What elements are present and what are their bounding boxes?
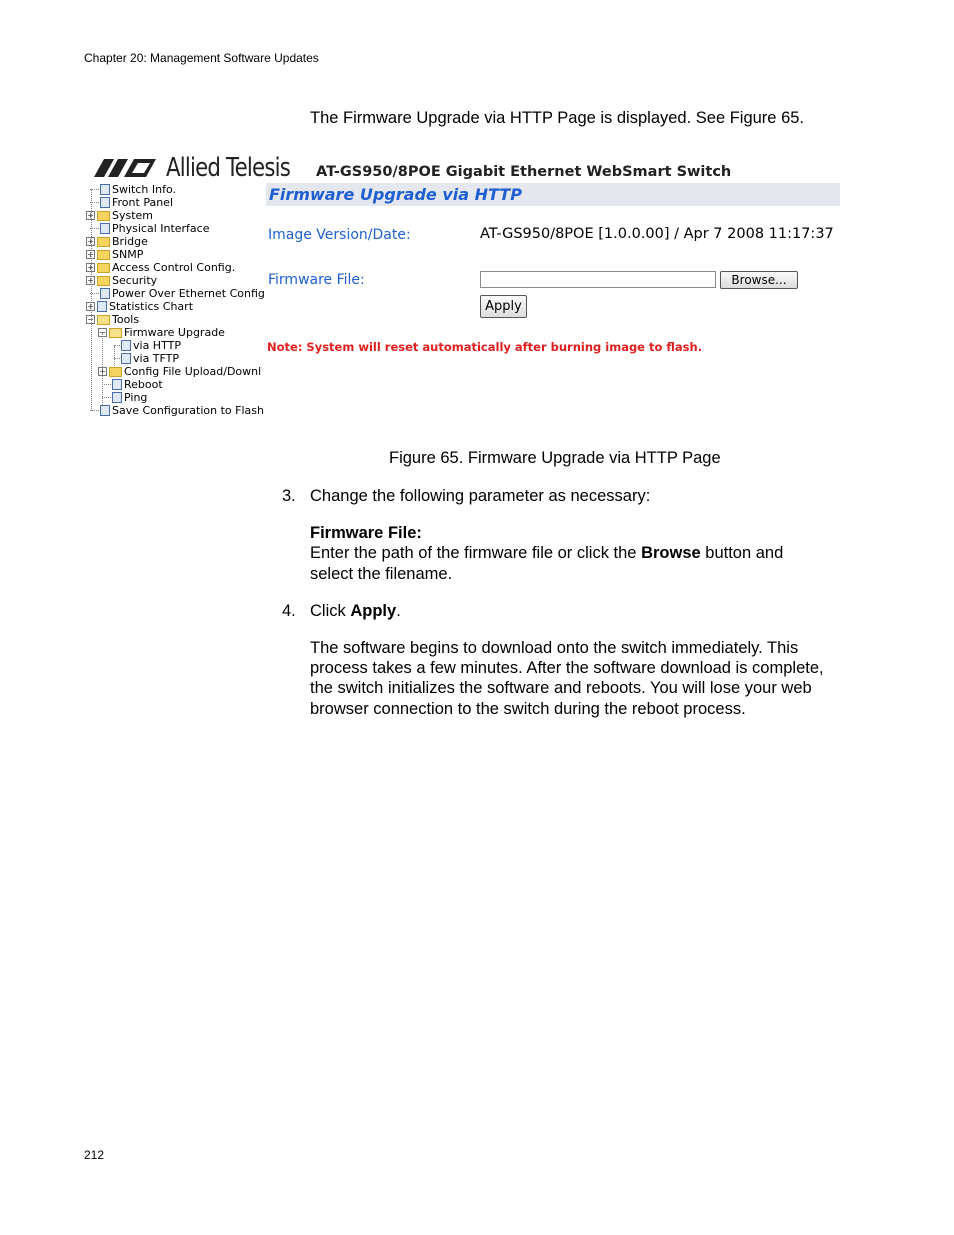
parameter-description: Enter the path of the firmware file or click the Browse button and <box>310 544 784 562</box>
nav-item-statistics-chart[interactable]: + Statistics Chart <box>87 300 194 313</box>
step-4-number: 4. <box>282 602 296 620</box>
nav-item-physical-interface[interactable]: Physical Interface <box>90 222 210 235</box>
product-title: AT-GS950/8POE Gigabit Ethernet WebSmart Switch <box>316 164 732 180</box>
page-icon <box>121 353 131 364</box>
expand-icon[interactable]: + <box>87 302 94 311</box>
nav-item-reboot[interactable]: Reboot <box>102 378 163 391</box>
expand-icon[interactable]: + <box>87 276 94 285</box>
collapse-icon[interactable]: − <box>87 315 94 324</box>
step-4-text: Click Apply. <box>310 602 401 620</box>
nav-item-access-control-config[interactable]: + Access Control Config. <box>87 261 236 274</box>
page-icon <box>112 379 122 390</box>
brand-logo <box>94 153 317 183</box>
step-3-number: 3. <box>282 487 296 505</box>
open-folder-icon <box>109 328 122 338</box>
folder-icon <box>97 211 110 221</box>
nav-item-bridge[interactable]: + Bridge <box>87 235 148 248</box>
image-version-label: Image Version/Date: <box>268 227 411 243</box>
apply-button[interactable]: Apply <box>480 295 527 318</box>
collapse-icon[interactable]: − <box>99 328 106 337</box>
expand-icon[interactable]: + <box>87 250 94 259</box>
nav-item-via-tftp[interactable]: via TFTP <box>114 352 179 365</box>
page-icon <box>100 288 110 299</box>
firmware-file-label: Firmware File: <box>268 272 365 288</box>
image-version-value: AT-GS950/8POE [1.0.0.00] / Apr 7 2008 11:17:37 <box>480 226 834 242</box>
step-3-text: Change the following parameter as necessary: <box>310 487 651 505</box>
page-icon <box>97 301 107 312</box>
figure-caption: Figure 65. Firmware Upgrade via HTTP Page <box>389 449 721 467</box>
nav-item-ping[interactable]: Ping <box>102 391 147 404</box>
open-folder-icon <box>97 315 110 325</box>
page-icon <box>100 405 110 416</box>
page-number: 212 <box>84 1148 105 1162</box>
firmware-file-input[interactable] <box>480 271 716 288</box>
page-title-banner: Firmware Upgrade via HTTP <box>266 183 840 206</box>
nav-item-config-file-upload[interactable]: + Config File Upload/Downl <box>99 365 262 378</box>
intro-text: The Firmware Upgrade via HTTP Page is displayed. See Figure 65. <box>310 109 805 127</box>
page-icon <box>112 392 122 403</box>
nav-item-save-configuration[interactable]: Save Configuration to Flash <box>90 404 264 417</box>
parameter-description-line2: select the filename. <box>310 565 453 583</box>
nav-item-system[interactable]: + System <box>87 209 154 222</box>
page-icon <box>100 223 110 234</box>
folder-icon <box>97 263 110 273</box>
nav-item-poe-config[interactable]: Power Over Ethernet Config <box>90 287 265 300</box>
folder-icon <box>97 276 110 286</box>
expand-icon[interactable]: + <box>99 367 106 376</box>
nav-item-snmp[interactable]: + SNMP <box>87 248 144 261</box>
download-paragraph-line4: browser connection to the switch during the reboot process. <box>310 700 746 718</box>
allied-telesis-logo-icon <box>94 157 160 179</box>
download-paragraph-line1: The software begins to download onto the switch immediately. This <box>310 639 799 657</box>
firmware-upgrade-screenshot <box>84 150 844 430</box>
nav-item-switch-info[interactable]: Switch Info. <box>90 183 176 196</box>
expand-icon[interactable]: + <box>87 237 94 246</box>
expand-icon[interactable]: + <box>87 211 94 220</box>
folder-icon <box>97 250 110 260</box>
folder-icon <box>97 237 110 247</box>
page-icon <box>100 197 110 208</box>
running-header: Chapter 20: Management Software Updates <box>84 51 319 65</box>
reset-note: Note: System will reset automatically after burning image to flash. <box>267 340 703 354</box>
folder-icon <box>109 367 122 377</box>
download-paragraph-line3: the switch initializes the software and reboots. You will lose your web <box>310 679 812 697</box>
page-icon <box>100 184 110 195</box>
expand-icon[interactable]: + <box>87 263 94 272</box>
page-icon <box>121 340 131 351</box>
nav-item-firmware-upgrade[interactable]: − Firmware Upgrade <box>99 326 225 339</box>
parameter-title: Firmware File: <box>310 524 422 542</box>
download-paragraph-line2: process takes a few minutes. After the software download is complete, <box>310 659 824 677</box>
nav-item-front-panel[interactable]: Front Panel <box>90 196 173 209</box>
brand-name: Allied Telesis <box>166 153 290 183</box>
nav-item-security[interactable]: + Security <box>87 274 158 287</box>
browse-button[interactable]: Browse... <box>720 271 798 289</box>
nav-item-via-http[interactable]: via HTTP <box>114 339 181 352</box>
nav-item-tools[interactable]: − Tools <box>87 313 140 326</box>
